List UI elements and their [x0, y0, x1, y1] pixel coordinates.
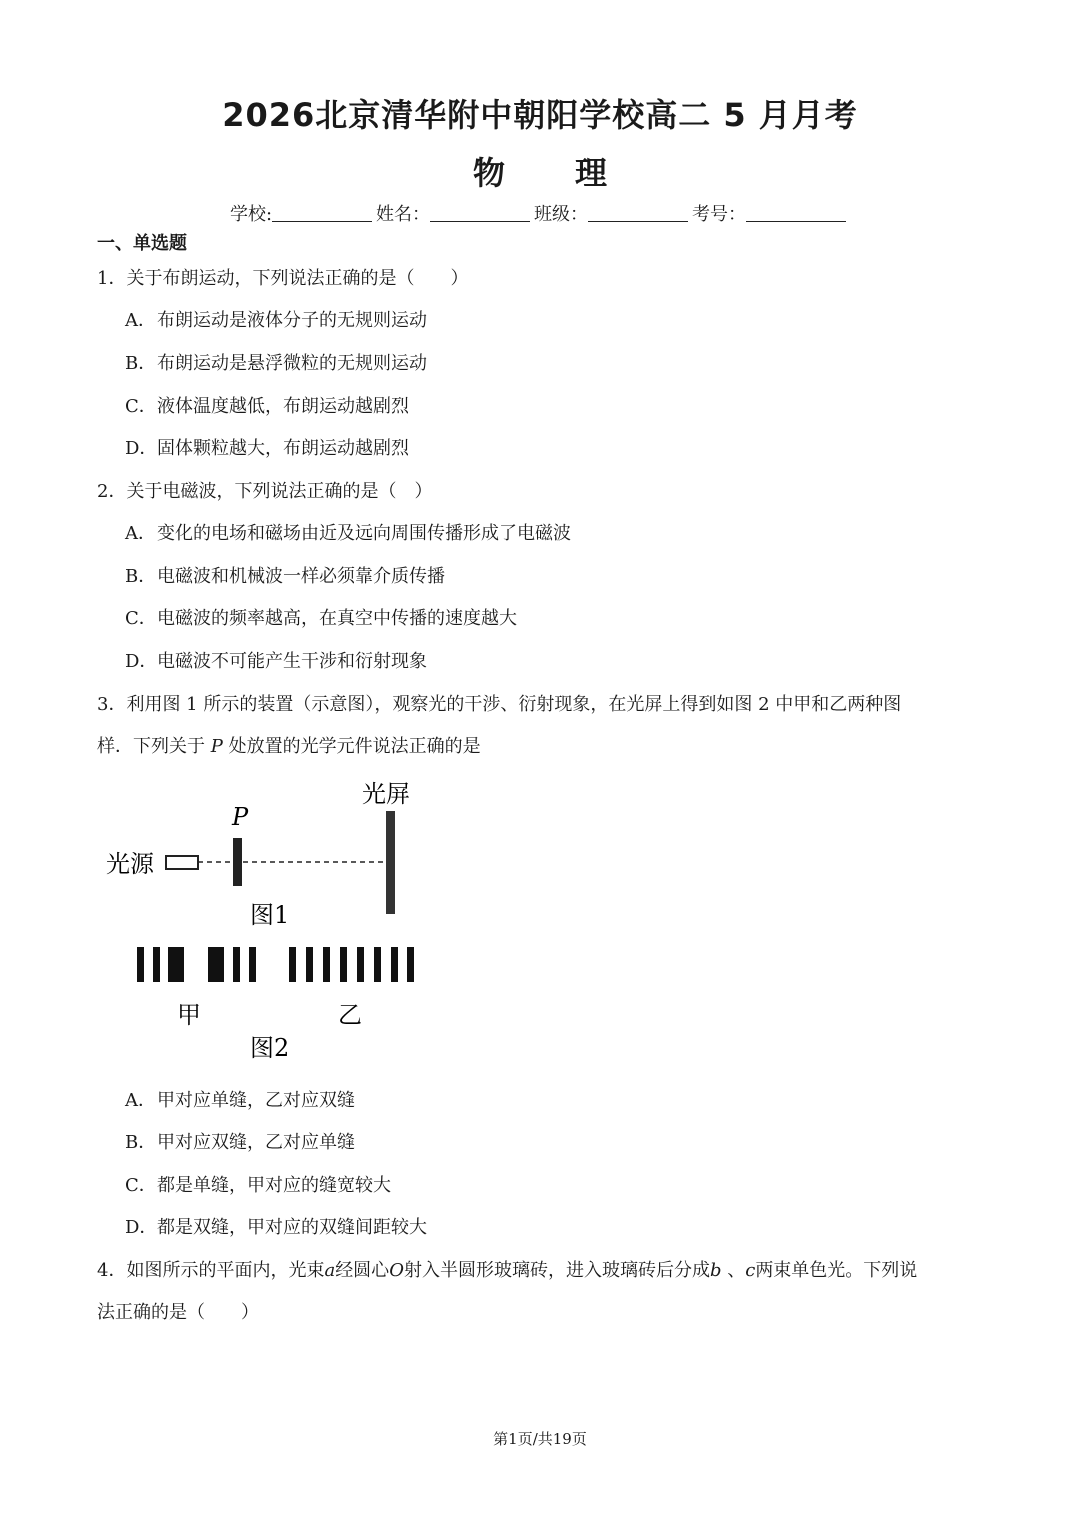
fringe-bar — [153, 947, 160, 982]
fringe-bar — [340, 947, 347, 982]
option-text: 固体颗粒越大，布朗运动越剧烈 — [157, 438, 409, 459]
option-key: B． — [125, 353, 157, 374]
option-key: C． — [125, 396, 157, 417]
fringe-bar — [306, 947, 313, 982]
student-info-line — [0, 200, 1080, 226]
q3-option-a — [125, 1086, 355, 1112]
subject-char-2: 理 — [575, 154, 608, 192]
subject-char-1: 物 — [472, 154, 505, 192]
option-text: 甲对应双缝，乙对应单缝 — [157, 1132, 355, 1153]
exam-title: 2026北京清华附中朝阳学校高二 5 月月考 — [222, 96, 858, 134]
option-key: C． — [125, 608, 157, 629]
fringe-bar — [137, 947, 144, 982]
exam-no-blank[interactable] — [746, 203, 846, 222]
option-text: 布朗运动是悬浮微粒的无规则运动 — [157, 353, 427, 374]
exam-no-label: 考号： — [692, 204, 747, 225]
option-text: 电磁波和机械波一样必须靠介质传播 — [157, 566, 445, 587]
stem-text: 4．如图所示的平面内，光束 — [97, 1260, 325, 1281]
pattern-yi — [289, 947, 414, 982]
q1-option-a — [125, 306, 427, 332]
figure-1-caption: 图1 — [250, 901, 290, 929]
section-heading: 一、单选题 — [97, 233, 187, 254]
fringe-bar — [208, 947, 224, 982]
fringe-bar — [357, 947, 364, 982]
q2-option-c — [125, 604, 517, 630]
option-text: 电磁波的频率越高，在真空中传播的速度越大 — [157, 608, 517, 629]
screen-label: 光屏 — [362, 780, 410, 808]
figure-2-caption: 图2 — [250, 1034, 290, 1062]
stem-text: 、 — [721, 1260, 746, 1281]
class-blank[interactable] — [588, 203, 688, 222]
option-key: A． — [125, 523, 156, 544]
question-4-stem-line1 — [97, 1256, 917, 1282]
stem-text: 经圆心 — [335, 1260, 390, 1281]
question-2-stem: 2．关于电磁波，下列说法正确的是（ ） — [97, 481, 433, 502]
option-key: D． — [125, 651, 158, 672]
subject-title — [0, 148, 1080, 194]
yi-label: 乙 — [338, 1001, 362, 1029]
option-text: 电磁波不可能产生干涉和衍射现象 — [157, 651, 427, 672]
q1-option-c — [125, 392, 409, 418]
option-text: 都是单缝，甲对应的缝宽较大 — [157, 1175, 391, 1196]
variable-b: b — [709, 1260, 722, 1281]
option-text: 布朗运动是液体分子的无规则运动 — [157, 310, 427, 331]
fringe-bar — [407, 947, 414, 982]
q1-option-b — [125, 349, 427, 375]
variable-a: a — [324, 1260, 336, 1281]
q3-option-b — [125, 1128, 355, 1154]
stem-text: 两束单色光。下列说 — [755, 1260, 918, 1281]
question-4-stem-line2: 法正确的是（ ） — [97, 1302, 259, 1323]
light-screen — [386, 811, 395, 914]
name-blank[interactable] — [430, 203, 530, 222]
option-text: 都是双缝，甲对应的双缝间距较大 — [157, 1217, 427, 1238]
fringe-bar — [323, 947, 330, 982]
q2-option-d — [125, 647, 427, 673]
question-3-stem-line1: 3．利用图 1 所示的装置（示意图），观察光的干涉、衍射现象，在光屏上得到如图 2 中甲和乙两种图 — [97, 694, 902, 715]
option-key: A． — [125, 1090, 156, 1111]
source-label: 光源 — [106, 850, 154, 878]
stem-text: 处放置的光学元件说法正确的是 — [222, 736, 481, 757]
option-text: 液体温度越低，布朗运动越剧烈 — [157, 396, 409, 417]
fringe-bar — [289, 947, 296, 982]
option-key: A． — [125, 310, 156, 331]
stem-text: 样．下列关于 — [97, 736, 211, 757]
school-blank[interactable] — [272, 203, 372, 222]
jia-label: 甲 — [177, 1001, 201, 1029]
q3-option-c — [125, 1171, 391, 1197]
question-3-stem-line2 — [97, 732, 481, 758]
p-label: P — [232, 803, 249, 831]
variable-p: P — [210, 736, 223, 757]
option-key: B． — [125, 566, 157, 587]
option-text: 变化的电场和磁场由近及远向周围传播形成了电磁波 — [157, 523, 571, 544]
q3-option-d — [125, 1213, 427, 1239]
option-key: B． — [125, 1132, 157, 1153]
option-key: C． — [125, 1175, 157, 1196]
q3-figure — [100, 775, 430, 1065]
page-footer: 第1页/共19页 — [493, 1430, 587, 1448]
question-1-stem: 1．关于布朗运动，下列说法正确的是（ ） — [97, 268, 469, 289]
fringe-bar — [391, 947, 398, 982]
light-source-box — [166, 856, 198, 869]
pattern-jia — [137, 947, 256, 982]
stem-text: 射入半圆形玻璃砖，进入玻璃砖后分成 — [403, 1260, 710, 1281]
class-label: 班级： — [534, 204, 589, 225]
name-label: 姓名： — [376, 204, 431, 225]
fringe-bar — [233, 947, 240, 982]
q2-option-a — [125, 519, 571, 545]
option-key: D． — [125, 438, 158, 459]
variable-o: O — [389, 1260, 404, 1281]
fringe-bar — [374, 947, 381, 982]
fringe-bar — [168, 947, 184, 982]
school-label: 学校: — [229, 204, 273, 225]
option-text: 甲对应单缝，乙对应双缝 — [157, 1090, 355, 1111]
option-key: D． — [125, 1217, 158, 1238]
q1-option-d — [125, 434, 409, 460]
fringe-bar — [249, 947, 256, 982]
element-p — [233, 838, 242, 886]
q2-option-b — [125, 562, 445, 588]
variable-c: c — [745, 1260, 756, 1281]
